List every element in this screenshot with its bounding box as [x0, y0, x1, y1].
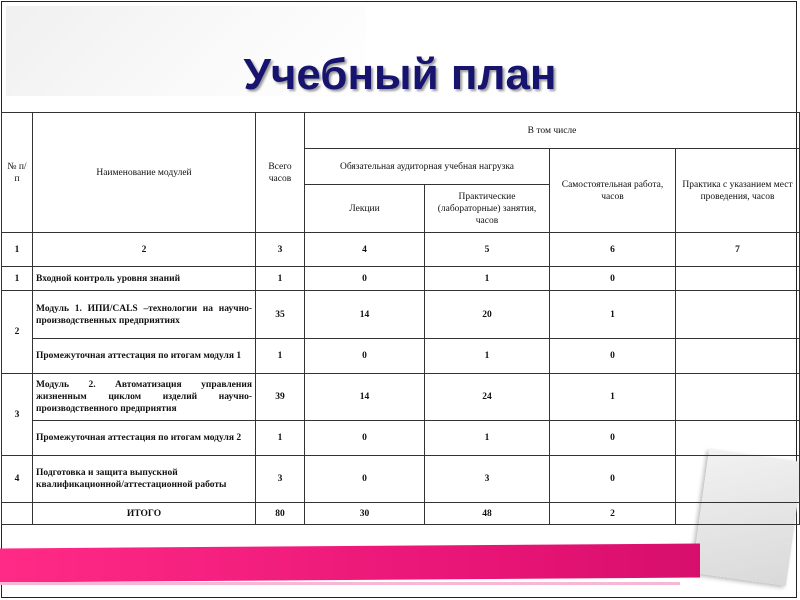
table-row: [2, 267, 800, 291]
header-independent: Самостоятельная работа, часов: [550, 149, 676, 233]
table-row: [2, 291, 800, 339]
total-independent: 2: [550, 503, 676, 525]
column-number: 1: [2, 233, 33, 267]
row-lectures: 0: [305, 339, 425, 374]
table-row: [2, 374, 800, 421]
row-total: 1: [256, 339, 305, 374]
row-total: 1: [256, 267, 305, 291]
column-number: 7: [676, 233, 800, 267]
row-num: 2: [2, 291, 33, 374]
column-number: 4: [305, 233, 425, 267]
row-lectures: 0: [305, 421, 425, 456]
table-row: [2, 456, 800, 503]
column-number: 6: [550, 233, 676, 267]
table-row: [2, 421, 800, 456]
table-row: [2, 339, 800, 374]
column-number-row: [2, 233, 800, 267]
row-independent: 1: [550, 374, 676, 421]
row-module-name: Промежуточная аттестация по итогам модуля 1: [33, 339, 256, 374]
row-independent: 0: [550, 339, 676, 374]
header-mandatory: Обязательная аудиторная учебная нагрузка: [305, 149, 550, 185]
row-lectures: 0: [305, 267, 425, 291]
header-module-name: Наименование модулей: [33, 113, 256, 233]
row-practice: [676, 421, 800, 456]
row-total: 3: [256, 456, 305, 503]
page-title: Учебный план: [243, 50, 557, 99]
row-practice: [676, 267, 800, 291]
decorative-accent-line: [0, 582, 680, 585]
total-row: [2, 503, 800, 525]
header-total-hours: Всего часов: [256, 113, 305, 233]
row-module-name: Входной контроль уровня знаний: [33, 267, 256, 291]
row-practice: [676, 339, 800, 374]
curriculum-table: [1, 112, 800, 525]
row-independent: 1: [550, 291, 676, 339]
row-module-name: Модуль 2. Автоматизация управления жизненным циклом изделий научно-производственного предприятия: [33, 374, 256, 421]
header-lectures: Лекции: [305, 185, 425, 233]
total-practice: [676, 503, 800, 525]
header-including: В том числе: [305, 113, 800, 149]
row-total: 35: [256, 291, 305, 339]
row-lectures: 14: [305, 374, 425, 421]
row-total: 39: [256, 374, 305, 421]
header-practical: Практические (лабораторные) занятия, часов: [425, 185, 550, 233]
row-independent: 0: [550, 421, 676, 456]
header-row-1: [2, 113, 800, 149]
total-hours: 80: [256, 503, 305, 525]
total-num: [2, 503, 33, 525]
row-practice: [676, 456, 800, 503]
row-lectures: 14: [305, 291, 425, 339]
row-num: 3: [2, 374, 33, 456]
row-module-name: Промежуточная аттестация по итогам модуля 2: [33, 421, 256, 456]
row-total: 1: [256, 421, 305, 456]
row-independent: 0: [550, 456, 676, 503]
row-num: 4: [2, 456, 33, 503]
row-practical: 24: [425, 374, 550, 421]
row-practical: 20: [425, 291, 550, 339]
row-num: 1: [2, 267, 33, 291]
row-module-name: Подготовка и защита выпускной квалификационной/аттестационной работы: [33, 456, 256, 503]
row-independent: 0: [550, 267, 676, 291]
column-number: 3: [256, 233, 305, 267]
row-module-name: Модуль 1. ИПИ/CALS –технологии на научно-производственных предприятиях: [33, 291, 256, 339]
row-practical: 1: [425, 339, 550, 374]
header-practice: Практика с указанием мест проведения, часов: [676, 149, 800, 233]
column-number: 2: [33, 233, 256, 267]
row-practical: 1: [425, 267, 550, 291]
decorative-accent-bar: [0, 544, 700, 583]
row-practical: 1: [425, 421, 550, 456]
total-lectures: 30: [305, 503, 425, 525]
row-practice: [676, 374, 800, 421]
row-lectures: 0: [305, 456, 425, 503]
row-practical: 3: [425, 456, 550, 503]
row-practice: [676, 291, 800, 339]
total-label: ИТОГО: [33, 503, 256, 525]
total-practical: 48: [425, 503, 550, 525]
header-num: № п/п: [2, 113, 33, 233]
column-number: 5: [425, 233, 550, 267]
